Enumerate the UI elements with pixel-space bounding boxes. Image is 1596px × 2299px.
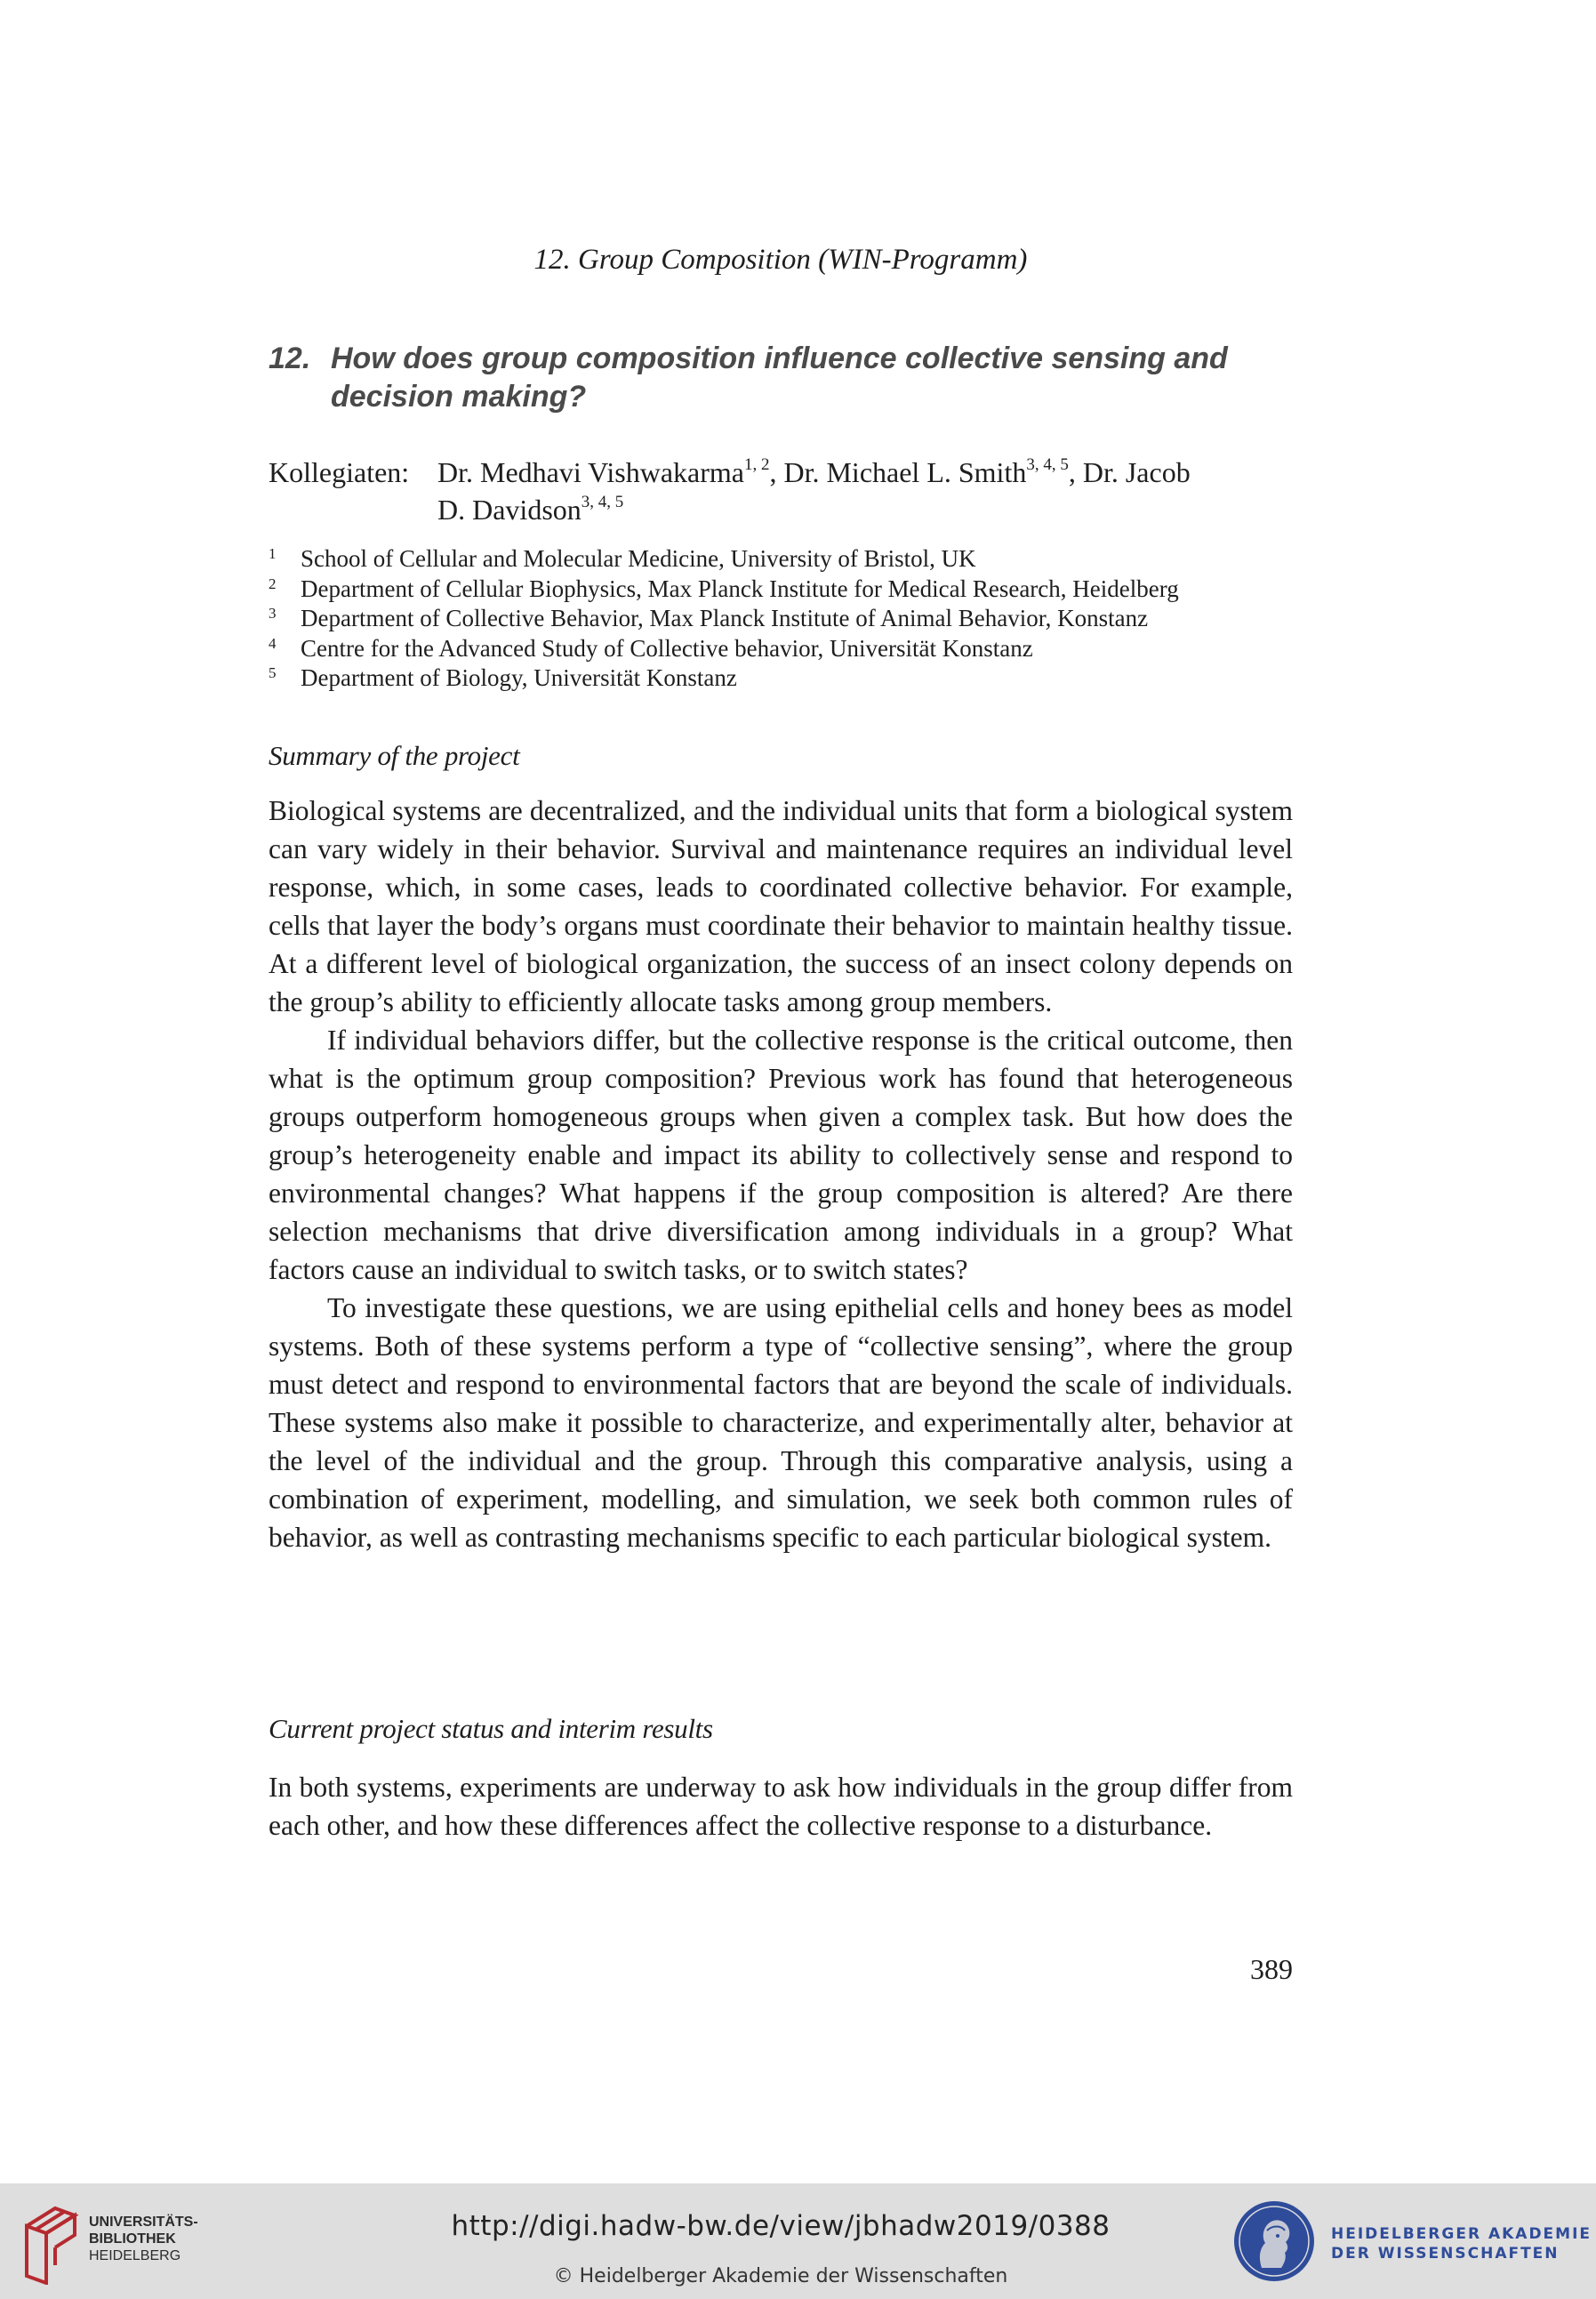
affiliation-mark: 1 bbox=[269, 545, 277, 562]
chapter-number: 12. bbox=[269, 342, 311, 375]
library-name-line: UNIVERSITÄTS- bbox=[89, 2215, 198, 2230]
running-head: 12. Group Composition (WIN-Programm) bbox=[533, 244, 1028, 276]
affiliation-item bbox=[269, 575, 1318, 605]
affiliation-text: Department of Collective Behavior, Max Planck Institute of Animal Behavior, Konstanz bbox=[301, 605, 1149, 631]
chapter-title: How does group composition influence collective sensing and decision making? bbox=[331, 342, 1228, 414]
author-line-2 bbox=[437, 491, 1300, 528]
author-line-1 bbox=[437, 454, 1300, 491]
affiliation-text: Department of Biology, Universität Konstanz bbox=[301, 664, 737, 691]
viewer-footer bbox=[0, 2183, 1596, 2299]
body-paragraph: Biological systems are decentralized, and the individual units that form a biological system can vary widely in their behavior. Survival and maintenance requires an individual level response, which, in some cases, leads to coordinated collective behavior. For example, cells that layer the body’s organs must coordinate their behavior to maintain healthy tissue. At a different level of biological organization, the success of an insect colony depends on the group’s ability to efficiently allocate tasks among group members. bbox=[269, 795, 1293, 1017]
author-name: , Dr. Jacob bbox=[1068, 456, 1191, 488]
affiliation-mark: 3 bbox=[269, 605, 277, 622]
author-names bbox=[437, 454, 1300, 528]
affiliation-text: Centre for the Advanced Study of Collective behavior, Universität Konstanz bbox=[301, 634, 1033, 662]
permalink-url[interactable]: http://digi.hadw-bw.de/view/jbhadw2019/0388 bbox=[451, 2210, 1111, 2242]
affiliation-list bbox=[269, 544, 1318, 694]
section-heading-status: Current project status and interim results bbox=[269, 1713, 713, 1744]
authors-label: Kollegiaten: bbox=[269, 456, 410, 488]
affiliation-mark: 2 bbox=[269, 575, 277, 592]
page-number: 389 bbox=[1250, 1953, 1293, 1985]
affiliation-ref: 3, 4, 5 bbox=[1026, 454, 1069, 474]
status-body bbox=[269, 1768, 1293, 1845]
copyright-notice: © Heidelberger Akademie der Wissenschaften bbox=[553, 2265, 1008, 2287]
author-name: , Dr. Michael L. Smith bbox=[769, 456, 1027, 488]
academy-name-line: HEIDELBERGER AKADEMIE bbox=[1331, 2225, 1592, 2243]
body-paragraph: If individual behaviors differ, but the collective response is the critical outcome, then what is the optimum group composition? Previous work has found that heterogeneous groups outperform homogeneous groups when given a complex task. But how does the group’s heterogeneity enable and impact its ability to collectively sense and respond to environmental changes? What happens if the group composition is altered? Are there selection mechanisms that drive diversification among individuals in a group? What factors cause an individual to switch tasks, or to switch states? bbox=[269, 1025, 1293, 1285]
summary-body bbox=[269, 792, 1293, 1556]
affiliation-item bbox=[269, 604, 1318, 634]
affiliation-text: Department of Cellular Biophysics, Max Planck Institute for Medical Research, Heidelberg bbox=[301, 575, 1179, 602]
affiliation-text: School of Cellular and Molecular Medicine, University of Bristol, UK bbox=[301, 545, 976, 572]
affiliation-mark: 5 bbox=[269, 664, 277, 681]
author-name: D. Davidson bbox=[437, 494, 581, 526]
affiliation-item bbox=[269, 544, 1318, 575]
section-heading-summary: Summary of the project bbox=[269, 740, 520, 771]
body-paragraph: To investigate these questions, we are using epithelial cells and honey bees as model systems. Both of these systems perform a type of “collective sensing”, where the group must detect and respond to environmental factors that are beyond the scale of individuals. These systems also make it possible to characterize, and experimentally alter, behavior at the level of the individual and the group. Through this comparative analysis, using a combination of experiment, modelling, and simulation, we seek both common rules of behavior, as well as contrasting mechanisms specific to each particular biological system. bbox=[269, 1292, 1293, 1553]
affiliation-mark: 4 bbox=[269, 634, 277, 652]
affiliation-item bbox=[269, 634, 1318, 664]
library-name-line: BIBLIOTHEK bbox=[89, 2231, 176, 2247]
academy-name-line: DER WISSENSCHAFTEN bbox=[1331, 2245, 1560, 2263]
body-paragraph: In both systems, experiments are underway to ask how individuals in the group differ from each other, and how these differences affect the collective response to a disturbance. bbox=[269, 1772, 1293, 1841]
library-name-line: HEIDELBERG bbox=[89, 2248, 181, 2263]
affiliation-ref: 1, 2 bbox=[743, 454, 770, 474]
academy-name[interactable] bbox=[1331, 2224, 1592, 2263]
academy-seal-icon[interactable] bbox=[1231, 2199, 1317, 2284]
author-name: Dr. Medhavi Vishwakarma bbox=[437, 456, 744, 488]
affiliation-ref: 3, 4, 5 bbox=[581, 492, 624, 511]
affiliation-item bbox=[269, 663, 1318, 694]
